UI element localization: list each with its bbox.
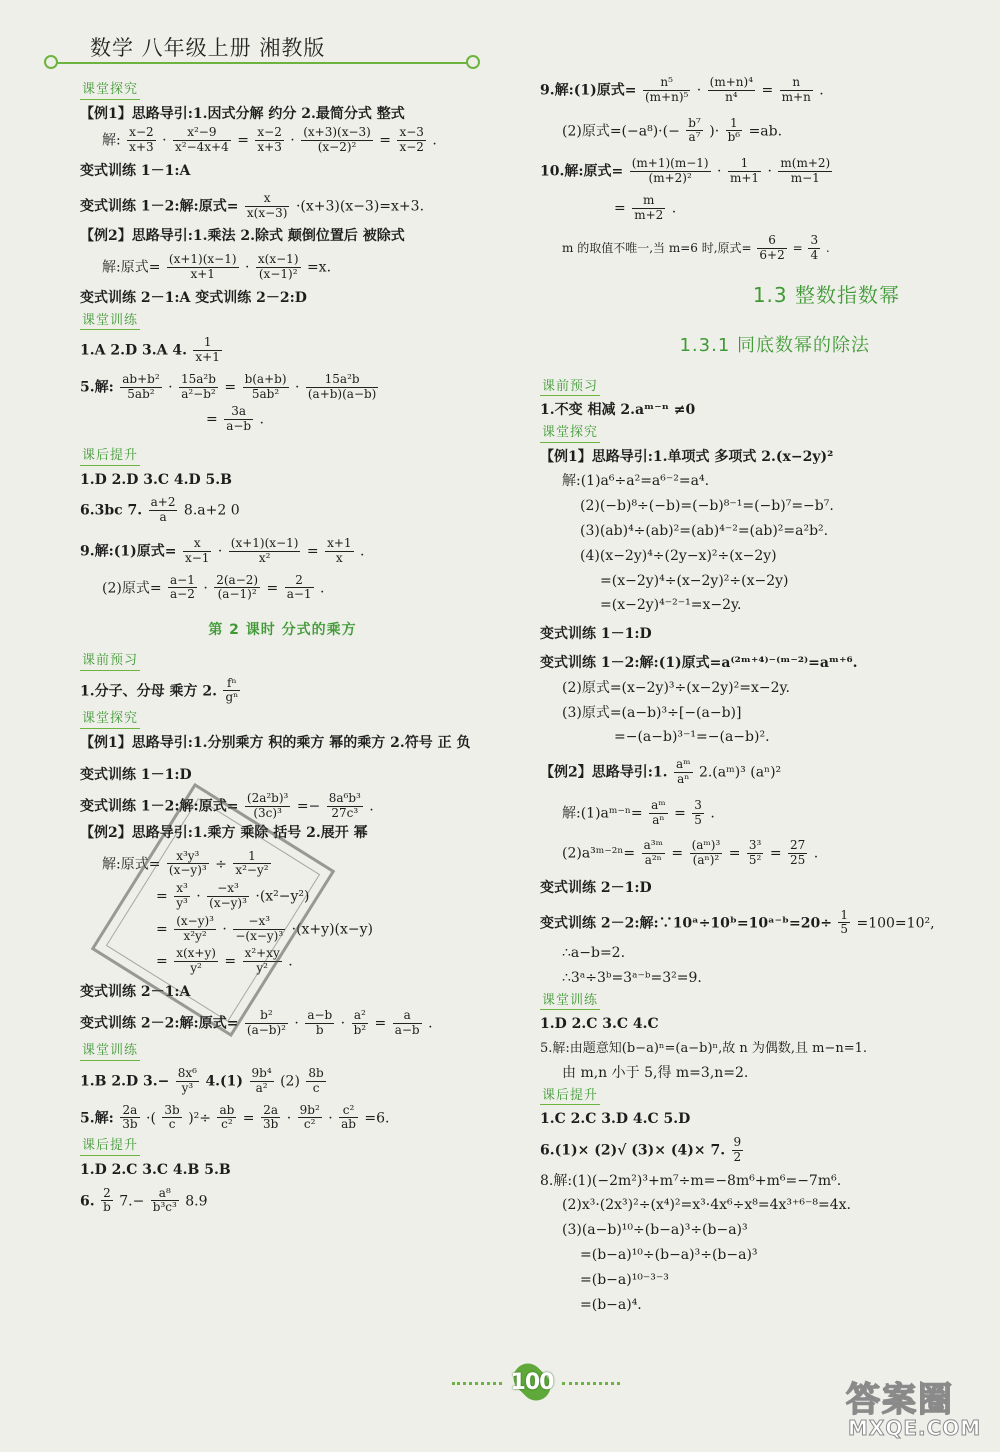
text-line: 1.D 2.C 3.C 4.B 5.B [80,1161,231,1178]
fraction: $\frac{1}{\text{x²−y²}}$ [235,848,269,878]
fraction: $\frac{1}{x+1}$ [195,335,220,364]
fraction: $\frac{2}{b}$ [103,1185,111,1215]
header-left-circle-icon [44,55,58,69]
text-line: 变式训练 1－2:解:(1)原式=a⁽²ᵐ⁺⁴⁾⁻⁽ᵐ⁻²⁾=aᵐ⁺⁶. [540,654,858,671]
math-line: m 的取值不唯一,当 m=6 时,原式= $\frac{6}{6+2}$ = $\frac{3}{4}$ . [562,233,830,263]
text-line: 变式训练 2－1:A 变式训练 2－2:D [80,289,307,306]
fraction: $\frac{a}{a-b}$ [394,1007,420,1037]
text-line: (3)(ab)⁴÷(ab)²=(ab)⁴⁻²=(ab)²=a²b². [580,522,829,539]
text-line: 变式训练 1－1:D [80,767,192,784]
math-line: 6. $\frac{2}{b}$ 7.− $\frac{\text{a⁸}}{\text{b³c³}}$ 8.9 [80,1185,208,1215]
left-column [80,76,485,1215]
page-number-badge [504,1362,560,1402]
fraction: $\frac{\text{b²}}{\text{(a−b)²}}$ [246,1007,286,1037]
fraction: $\frac{\text{n⁵}}{\text{(m+n)⁵}}$ [644,75,689,104]
math-line: 1.分子、分母 乘方 2. $\frac{\text{fⁿ}}{\text{gⁿ}}$ [80,675,239,705]
watermark-logo [842,1372,992,1444]
fraction: $\frac{\text{(m+n)⁴}}{\text{n⁴}}$ [709,75,754,104]
section-tag: 课堂训练 [80,1043,140,1061]
fraction: $\frac{b(a+b)}{\text{5ab²}}$ [244,371,287,401]
fraction: $\frac{x(x-1)}{\text{(x−1)²}}$ [257,252,299,281]
math-line: 【例2】思路导引:1. $\frac{\text{aᵐ}}{\text{aⁿ}}$ 2.(aᵐ)³ (aⁿ)² [540,757,782,786]
math-line: 变式训练 2－2:解:∵10ᵃ÷10ᵇ=10ᵃ⁻ᵇ=20÷ $\frac{1}{5}$ =100=10², [540,907,935,937]
math-line: 6.(1)× (2)√ (3)× (4)× 7. $\frac{9}{2}$ [540,1135,742,1164]
math-line: (2)原式=(−a⁸)·(− $\frac{\text{b⁷}}{\text{a⁷}}$ )· $\frac{1}{\text{b⁶}}$ =ab. [562,115,783,145]
math-line: 1.B 2.D 3.− $\frac{\text{8x⁶}}{\text{y³}}$ 4.(1) $\frac{\text{9b⁴}}{\text{a²}}$ (2) $\frac{8b}{c}$ [80,1066,324,1095]
fraction: $\frac{1}{m+1}$ [729,156,760,185]
fraction: $\frac{x-2}{x+3}$ [129,125,154,155]
header-title: 数学 八年级上册 湘教版 [90,36,326,60]
fraction: $\frac{1}{5}$ [840,907,849,937]
text-line: =(b−a)⁴. [580,1296,642,1313]
math-line: = $\frac{m}{m+2}$ . [614,192,677,222]
math-line: 9.解:(1)原式= $\frac{\text{n⁵}}{\text{(m+n)⁵}}$ · $\frac{\text{(m+n)⁴}}{\text{n⁴}}$ = $\frac{n}{m+n}$ . [540,75,824,104]
section-tag: 课后提升 [80,448,140,466]
fraction: $\frac{(x+1)(x-1)}{x+1}$ [168,252,237,281]
text-line: 5.解:由题意知(b−a)ⁿ=(a−b)ⁿ,故 n 为偶数,且 m−n=1. [540,1041,868,1057]
math-line: 10.解:原式= $\frac{(m+1)(m-1)}{\text{(m+2)²}}$ · $\frac{1}{m+1}$ · $\frac{m(m+2)}{m-1}$ [540,156,831,185]
fraction: $\frac{m}{m+2}$ [634,192,664,222]
text-line: 变式训练 2－1:A [80,984,191,1001]
fraction: $\frac{\text{3³}}{\text{5²}}$ [748,838,762,868]
math-line: 9.解:(1)原式= $\frac{x}{x-1}$ · $\frac{(x+1)(x-1)}{\text{x²}}$ = $\frac{x+1}{x}$ . [80,535,365,565]
fraction: $\frac{27}{25}$ [790,838,806,868]
section-tag: 课堂探究 [540,425,600,443]
fraction: $\frac{2a}{3b}$ [262,1102,279,1132]
text-line: (2)原式=(x−2y)³÷(x−2y)²=x−2y. [562,679,791,696]
math-line: = $\frac{\text{x³}}{\text{y³}}$ · $\frac{\text{−x³}}{\text{(x−y)³}}$ ·(x²−y²) [156,881,310,911]
section-tag: 课堂训练 [80,313,140,331]
fraction: $\frac{\text{aᵐ}}{\text{aⁿ}}$ [651,797,666,827]
page-header [38,28,478,68]
math-line: 解:原式= $\frac{\text{x³y³}}{\text{(x−y)³}}$ ÷ $\frac{1}{\text{x²−y²}}$ [102,848,269,878]
fraction: $\frac{\text{x²−9}}{\text{x²−4x+4}}$ [175,125,229,155]
fraction: $\frac{\text{a³ᵐ}}{\text{a²ⁿ}}$ [643,838,663,868]
footer-dotted-rule-right [562,1382,620,1385]
text-line: 【例1】思路导引:1.分别乘方 积的乘方 幂的乘方 2.符号 正 负 [80,734,471,751]
section-tag: 课后提升 [80,1138,140,1156]
fraction: $\frac{\text{aᵐ}}{\text{aⁿ}}$ [675,757,691,786]
text-line: 1.C 2.C 3.D 4.C 5.D [540,1111,691,1128]
footer-dotted-rule-left [452,1382,502,1385]
fraction: $\frac{(x+3)(x-3)}{\text{(x−2)²}}$ [303,125,371,155]
math-line: 5.解: $\frac{\text{ab+b²}}{\text{5ab²}}$ · $\frac{\text{15a²b}}{\text{a²−b²}}$ = $\frac{b(a+b)}{\text{5ab²}}$ · $\frac{\text{15a²b}}{(a+b)(a-b)}$ [80,371,377,401]
fraction: $\frac{\text{b⁷}}{\text{a⁷}}$ [688,115,701,145]
section-tag: 课堂探究 [80,82,140,100]
text-line: (3)原式=(a−b)³÷[−(a−b)] [562,704,742,721]
text-line: 变式训练 1－1:D [540,626,652,643]
text-line: 【例1】思路导引:1.单项式 多项式 2.(x−2y)² [540,448,834,465]
section-tag: 课后提升 [540,1088,600,1106]
fraction: $\frac{2}{a-1}$ [286,572,312,602]
fraction: $\frac{\text{(2a²b)³}}{\text{(3c)³}}$ [246,791,289,821]
fraction: $\frac{3}{5}$ [694,797,702,827]
header-rule [52,62,472,64]
fraction: $\frac{3}{4}$ [810,233,819,263]
page-number: 100 [510,1369,554,1395]
text-line: 1.D 2.C 3.C 4.C [540,1016,659,1033]
fraction: $\frac{\text{x³}}{\text{y³}}$ [176,881,188,911]
fraction: $\frac{\text{15a²b}}{(a+b)(a-b)}$ [307,371,377,401]
fraction: $\frac{\text{9b²}}{\text{c²}}$ [299,1102,320,1132]
text-line: =−(a−b)³⁻¹=−(a−b)². [614,729,770,746]
fraction: $\frac{6}{6+2}$ [759,233,785,263]
fraction: $\frac{3b}{c}$ [164,1102,180,1132]
math-line: = $\frac{\text{(x−y)³}}{\text{x²y²}}$ · $\frac{\text{−x³}}{\text{−(x−y)³}}$ ·(x+y)(x−y) [156,913,373,943]
text-line: (4)(x−2y)⁴÷(2y−x)²÷(x−2y) [580,547,777,564]
text-line: ∴a−b=2. [562,945,626,962]
fraction: $\frac{x}{x-1}$ [184,535,210,565]
fraction: $\frac{x}{x(x-3)}$ [246,190,288,220]
text-line: =(x−2y)⁴⁻²⁻¹=x−2y. [600,597,742,614]
lesson-title: 第 2 课时 分式的乘方 [208,622,357,639]
fraction: $\frac{9}{2}$ [733,1135,742,1164]
fraction: $\frac{a+2}{a}$ [150,495,176,525]
watermark-brand: 答案圈 [846,1380,954,1420]
fraction: $\frac{2(a-2)}{\text{(a−1)²}}$ [216,572,259,602]
math-line: 变式训练 1－2:解:原式= $\frac{\text{(2a²b)³}}{\text{(3c)³}}$ =− $\frac{\text{8a⁶b³}}{\text{27c³}}$ . [80,791,374,821]
math-line: (2)a³ᵐ⁻²ⁿ= $\frac{\text{a³ᵐ}}{\text{a²ⁿ}}$ = $\frac{\text{(aᵐ)³}}{\text{(aⁿ)²}}$ = $\frac{\text{3³}}{\text{5²}}$ = $\frac{27}{25}$ . [562,838,819,868]
fraction: $\frac{\text{x³y³}}{\text{(x−y)³}}$ [168,848,207,878]
math-line: (2)原式= $\frac{a-1}{a-2}$ · $\frac{2(a-2)}{\text{(a−1)²}}$ = $\frac{2}{a-1}$ . [102,572,325,602]
fraction: $\frac{(x+1)(x-1)}{\text{x²}}$ [230,535,299,565]
fraction: $\frac{ab}{\text{c²}}$ [219,1102,235,1132]
math-line: 5.解: $\frac{2a}{3b}$ ·( $\frac{3b}{c}$ )²÷ $\frac{ab}{\text{c²}}$ = $\frac{2a}{3b}$ · $\frac{\text{9b²}}{\text{c²}}$ · $\frac{\text{c²}}{ab}$ =6. [80,1102,390,1132]
fraction: $\frac{x+1}{x}$ [327,535,352,565]
text-line: 变式训练 1－1:A [80,162,191,179]
text-line: (3)(a−b)¹⁰÷(b−a)³÷(b−a)³ [562,1222,748,1239]
text-line: 8.解:(1)(−2m²)³+m⁷÷m=−8m⁶+m⁶=−7m⁶. [540,1172,842,1189]
fraction: $\frac{\text{ab+b²}}{\text{5ab²}}$ [122,371,160,401]
fraction: $\frac{3a}{a-b}$ [226,404,252,434]
section-tag: 课前预习 [80,653,140,671]
section-tag: 课堂训练 [540,993,600,1011]
fraction: $\frac{\text{fⁿ}}{\text{gⁿ}}$ [225,675,239,705]
text-line: (2)x³·(2x³)²÷(x⁴)²=x³·4x⁶÷x⁸=4x³⁺⁶⁻⁸=4x. [562,1197,851,1214]
section-tag: 课前预习 [540,379,600,397]
fraction: $\frac{2a}{3b}$ [122,1102,138,1132]
math-line: = $\frac{3a}{a-b}$ . [206,404,264,434]
text-line: 【例1】思路导引:1.因式分解 约分 2.最简分式 整式 [80,105,405,122]
math-line: 6.3bc 7. $\frac{a+2}{a}$ 8.a+2 0 [80,495,240,525]
fraction: $\frac{m(m+2)}{m-1}$ [780,156,831,185]
section-title: 1.3 整数指数幂 [752,282,900,307]
math-line: 变式训练 2－2:解:原式= $\frac{\text{b²}}{\text{(a−b)²}}$ · $\frac{a-b}{b}$ · $\frac{\text{a²}}{\text{b²}}$ = $\frac{a}{a-b}$ . [80,1007,433,1037]
math-line: 解: $\frac{x-2}{x+3}$ · $\frac{\text{x²−9}}{\text{x²−4x+4}}$ = $\frac{x-2}{x+3}$ · $\frac{(x+3)(x-3)}{\text{(x−2)²}}$ = $\frac{x-3}{x-2}$ . [102,125,437,155]
fraction: $\frac{1}{\text{b⁶}}$ [727,115,741,145]
math-line: 变式训练 1－2:解:原式= $\frac{x}{x(x-3)}$ ·(x+3)(x−3)=x+3. [80,190,425,220]
header-right-circle-icon [466,55,480,69]
fraction: $\frac{a-b}{b}$ [307,1007,333,1037]
section-tag: 课堂探究 [80,711,140,729]
math-line: 1.A 2.D 3.A 4. $\frac{1}{x+1}$ [80,335,220,364]
right-column [540,76,960,1313]
text-line: =(x−2y)⁴÷(x−2y)²÷(x−2y) [600,572,789,589]
fraction: $\frac{\text{(x−y)³}}{\text{x²y²}}$ [176,913,214,943]
text-line: 【例2】思路导引:1.乘方 乘除 括号 2.展开 幂 [80,824,368,841]
text-line: 由 m,n 小于 5,得 m=3,n=2. [562,1064,749,1081]
fraction: $\frac{\text{15a²b}}{\text{a²−b²}}$ [181,371,216,401]
fraction: $\frac{\text{−x³}}{\text{(x−y)³}}$ [209,881,247,911]
fraction: $\frac{x-2}{x+3}$ [257,125,282,155]
text-line: =(b−a)¹⁰÷(b−a)³÷(b−a)³ [580,1247,758,1264]
text-line: (2)(−b)⁸÷(−b)=(−b)⁸⁻¹=(−b)⁷=−b⁷. [580,498,834,515]
math-line: 解:(1)aᵐ⁻ⁿ= $\frac{\text{aᵐ}}{\text{aⁿ}}$ = $\frac{3}{5}$ . [562,797,715,827]
fraction: $\frac{x-3}{x-2}$ [399,125,424,155]
fraction: $\frac{n}{m+n}$ [781,75,811,104]
text-line: 解:(1)a⁶÷a²=a⁶⁻²=a⁴. [562,473,710,490]
text-line: 1.不变 相减 2.aᵐ⁻ⁿ ≠0 [540,402,696,419]
fraction: $\frac{\text{x²+xy}}{\text{y²}}$ [244,946,280,976]
text-line: ∴3ᵃ÷3ᵇ=3ᵃ⁻ᵇ=3²=9. [562,970,702,987]
fraction: $\frac{\text{9b⁴}}{\text{a²}}$ [251,1066,272,1095]
fraction: $\frac{(m+1)(m-1)}{\text{(m+2)²}}$ [631,156,709,185]
fraction: $\frac{\text{c²}}{ab}$ [341,1102,356,1132]
fraction: $\frac{8b}{c}$ [308,1066,324,1095]
text-line: =(b−a)¹⁰⁻³⁻³ [580,1271,669,1288]
math-line: 解:原式= $\frac{(x+1)(x-1)}{x+1}$ · $\frac{x(x-1)}{\text{(x−1)²}}$ =x. [102,252,332,281]
fraction: $\frac{\text{(aᵐ)³}}{\text{(aⁿ)²}}$ [691,838,721,868]
fraction: $\frac{\text{−x³}}{\text{−(x−y)³}}$ [235,913,284,943]
fraction: $\frac{\text{8x⁶}}{\text{y³}}$ [177,1066,197,1095]
fraction: $\frac{\text{a²}}{\text{b²}}$ [353,1007,367,1037]
math-line: = $\frac{x(x+y)}{\text{y²}}$ = $\frac{\text{x²+xy}}{\text{y²}}$ . [156,946,293,976]
text-line: 1.D 2.D 3.C 4.D 5.B [80,471,232,488]
fraction: $\frac{\text{a⁸}}{\text{b³c³}}$ [152,1185,177,1215]
subsection-title: 1.3.1 同底数幂的除法 [679,334,870,356]
text-line: 【例2】思路导引:1.乘法 2.除式 颠倒位置后 被除式 [80,228,405,245]
fraction: $\frac{a-1}{a-2}$ [170,572,195,602]
watermark-url: MXQE.COM [848,1416,982,1440]
fraction: $\frac{x(x+y)}{\text{y²}}$ [176,946,216,976]
text-line: 变式训练 2－1:D [540,879,652,896]
fraction: $\frac{\text{8a⁶b³}}{\text{27c³}}$ [328,791,361,821]
